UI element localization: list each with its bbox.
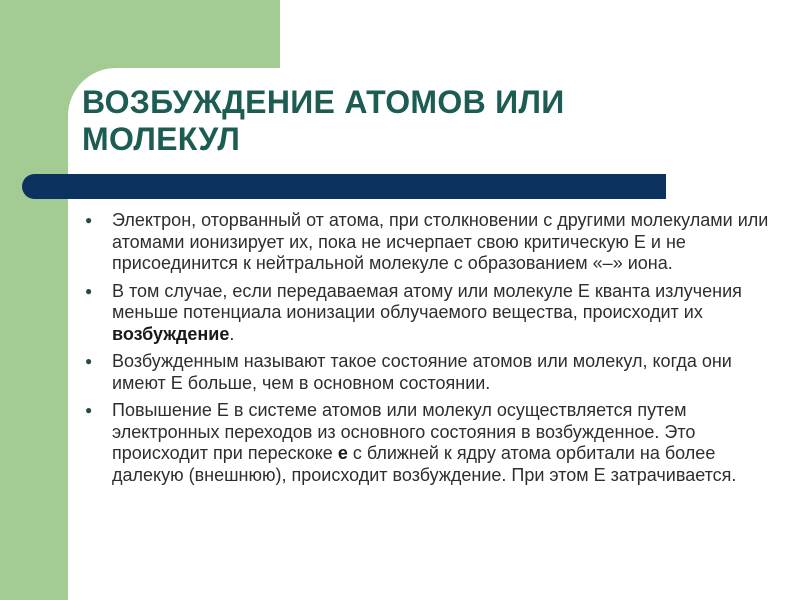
bullet-dot-icon: ● — [85, 283, 93, 298]
bullet-dot-icon: ● — [85, 354, 93, 368]
bullet-dot-icon: ● — [85, 403, 93, 417]
bullet-text-segment: . — [229, 323, 235, 344]
list-item — [82, 281, 772, 346]
bold-term: е — [337, 443, 348, 463]
bullet-text-segment: Повышение Е в системе атомов или молекул осуществляется путем электронных переходов из основного состояния в возбужденное. Это происходит при перескоке — [112, 400, 696, 463]
bullet-text: Электрон, оторванный от атома, при столкновении с другими молекулами или атомами ионизирует их, пока не исчерпает свою критическую Е и не присоединится к нейтральной молекуле с образованием «–» иона. — [112, 210, 769, 273]
slide-title: ВОЗБУЖДЕНИЕ АТОМОВ ИЛИ МОЛЕКУЛ — [82, 84, 565, 157]
bullet-text — [112, 281, 742, 344]
list-item — [82, 210, 772, 275]
list-item — [82, 351, 772, 394]
bullet-list — [82, 210, 772, 492]
bullet-text: Возбужденным называют такое состояние атомов или молекул, когда они имеют Е больше, чем в основном состоянии. — [112, 351, 732, 393]
list-item — [82, 400, 772, 486]
bullet-dot-icon: ● — [85, 213, 93, 227]
bullet-text-segment: с ближней к ядру атома орбитали на более далекую (внешнюю), происходит возбуждение. При этом Е затрачивается. — [112, 443, 737, 485]
bold-term: возбуждение — [112, 323, 230, 344]
bullet-text — [112, 400, 736, 485]
bullet-text-segment: В том случае, если передаваемая атому или молекуле Е кванта излучения меньше потенциала ионизации облучаемого вещества, происходит их — [112, 280, 742, 322]
title-divider-bar — [22, 174, 666, 199]
